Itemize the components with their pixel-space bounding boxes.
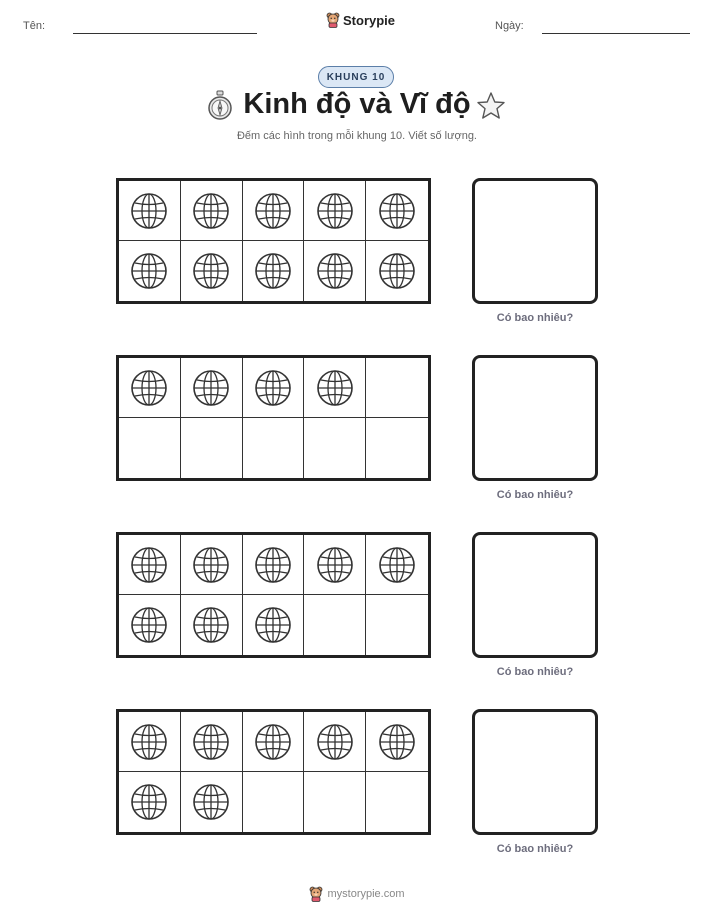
- ten-frame-cell: [304, 535, 366, 595]
- globe-icon: [192, 723, 230, 761]
- ten-frame-cell: [243, 241, 305, 301]
- ten-frame-cell: [243, 181, 305, 241]
- answer-box[interactable]: [472, 355, 598, 481]
- ten-frame-cell: [181, 358, 243, 418]
- globe-icon: [192, 783, 230, 821]
- ten-frame-cell: [304, 418, 366, 478]
- ten-frame-cell: [304, 241, 366, 301]
- ten-frame-cell: [243, 595, 305, 655]
- ten-frame-cell: [181, 535, 243, 595]
- bear-logo-icon: [326, 12, 340, 28]
- footer: [0, 886, 714, 902]
- ten-frame: [116, 178, 431, 304]
- ten-frame-cell: [119, 418, 181, 478]
- ten-frame-cell: [366, 181, 428, 241]
- globe-icon: [130, 723, 168, 761]
- ten-frame-cell: [119, 712, 181, 772]
- star-icon: [476, 91, 506, 126]
- ten-frame-cell: [181, 418, 243, 478]
- page-title: Kinh độ và Vĩ độ: [243, 88, 471, 120]
- ten-frame-cell: [181, 712, 243, 772]
- ten-frame: [116, 709, 431, 835]
- ten-frame-cell: [366, 595, 428, 655]
- globe-icon: [254, 546, 292, 584]
- ten-frame-cell: [119, 535, 181, 595]
- date-field[interactable]: [542, 33, 690, 34]
- bear-logo-icon: [309, 886, 323, 902]
- globe-icon: [192, 192, 230, 230]
- ten-frame-cell: [304, 772, 366, 832]
- ten-frame-cell: [366, 358, 428, 418]
- ten-frame-cell: [366, 241, 428, 301]
- globe-icon: [130, 606, 168, 644]
- globe-icon: [316, 252, 354, 290]
- globe-icon: [378, 723, 416, 761]
- ten-frame-cell: [119, 595, 181, 655]
- globe-icon: [316, 546, 354, 584]
- ten-frame-cell: [366, 535, 428, 595]
- ten-frame-cell: [366, 712, 428, 772]
- globe-icon: [130, 546, 168, 584]
- globe-icon: [192, 369, 230, 407]
- ten-frame-cell: [119, 358, 181, 418]
- worksheet-badge: KHUNG 10: [318, 66, 394, 88]
- globe-icon: [192, 546, 230, 584]
- ten-frame-cell: [243, 358, 305, 418]
- globe-icon: [316, 369, 354, 407]
- ten-frame-cell: [366, 418, 428, 478]
- footer-url: mystorypie.com: [327, 888, 405, 900]
- globe-icon: [316, 192, 354, 230]
- date-label: Ngày:: [495, 20, 524, 32]
- globe-icon: [130, 252, 168, 290]
- ten-frame-cell: [181, 181, 243, 241]
- ten-frame-cell: [304, 595, 366, 655]
- ten-frame: [116, 355, 431, 481]
- ten-frame-cell: [304, 358, 366, 418]
- globe-icon: [316, 723, 354, 761]
- globe-icon: [192, 606, 230, 644]
- ten-frame-cell: [181, 595, 243, 655]
- ten-frame-cell: [243, 712, 305, 772]
- ten-frame-cell: [304, 712, 366, 772]
- ten-frame-cell: [119, 181, 181, 241]
- ten-frame: [116, 532, 431, 658]
- ten-frame-cell: [181, 772, 243, 832]
- name-field[interactable]: [73, 33, 257, 34]
- name-label: Tên:: [23, 20, 46, 32]
- ten-frame-cell: [243, 772, 305, 832]
- globe-icon: [254, 606, 292, 644]
- globe-icon: [130, 192, 168, 230]
- ten-frame-cell: [181, 241, 243, 301]
- globe-icon: [378, 192, 416, 230]
- globe-icon: [254, 369, 292, 407]
- answer-box[interactable]: [472, 178, 598, 304]
- ten-frame-cell: [366, 772, 428, 832]
- ten-frame-cell: [243, 535, 305, 595]
- ten-frame-cell: [304, 181, 366, 241]
- ten-frame-cell: [243, 418, 305, 478]
- globe-icon: [192, 252, 230, 290]
- answer-box[interactable]: [472, 709, 598, 835]
- count-prompt: Có bao nhiêu?: [496, 312, 574, 324]
- globe-icon: [254, 252, 292, 290]
- ten-frame-cell: [119, 772, 181, 832]
- globe-icon: [378, 546, 416, 584]
- instructions: Đếm các hình trong mỗi khung 10. Viết số lượng.: [236, 130, 477, 142]
- brand-logo: [326, 12, 395, 28]
- brand-name: Storypie: [343, 12, 396, 28]
- ten-frame-cell: [119, 241, 181, 301]
- globe-icon: [254, 192, 292, 230]
- globe-icon: [130, 783, 168, 821]
- count-prompt: Có bao nhiêu?: [496, 489, 574, 501]
- count-prompt: Có bao nhiêu?: [496, 843, 574, 855]
- globe-icon: [130, 369, 168, 407]
- answer-box[interactable]: [472, 532, 598, 658]
- count-prompt: Có bao nhiêu?: [496, 666, 574, 678]
- globe-icon: [378, 252, 416, 290]
- globe-icon: [254, 723, 292, 761]
